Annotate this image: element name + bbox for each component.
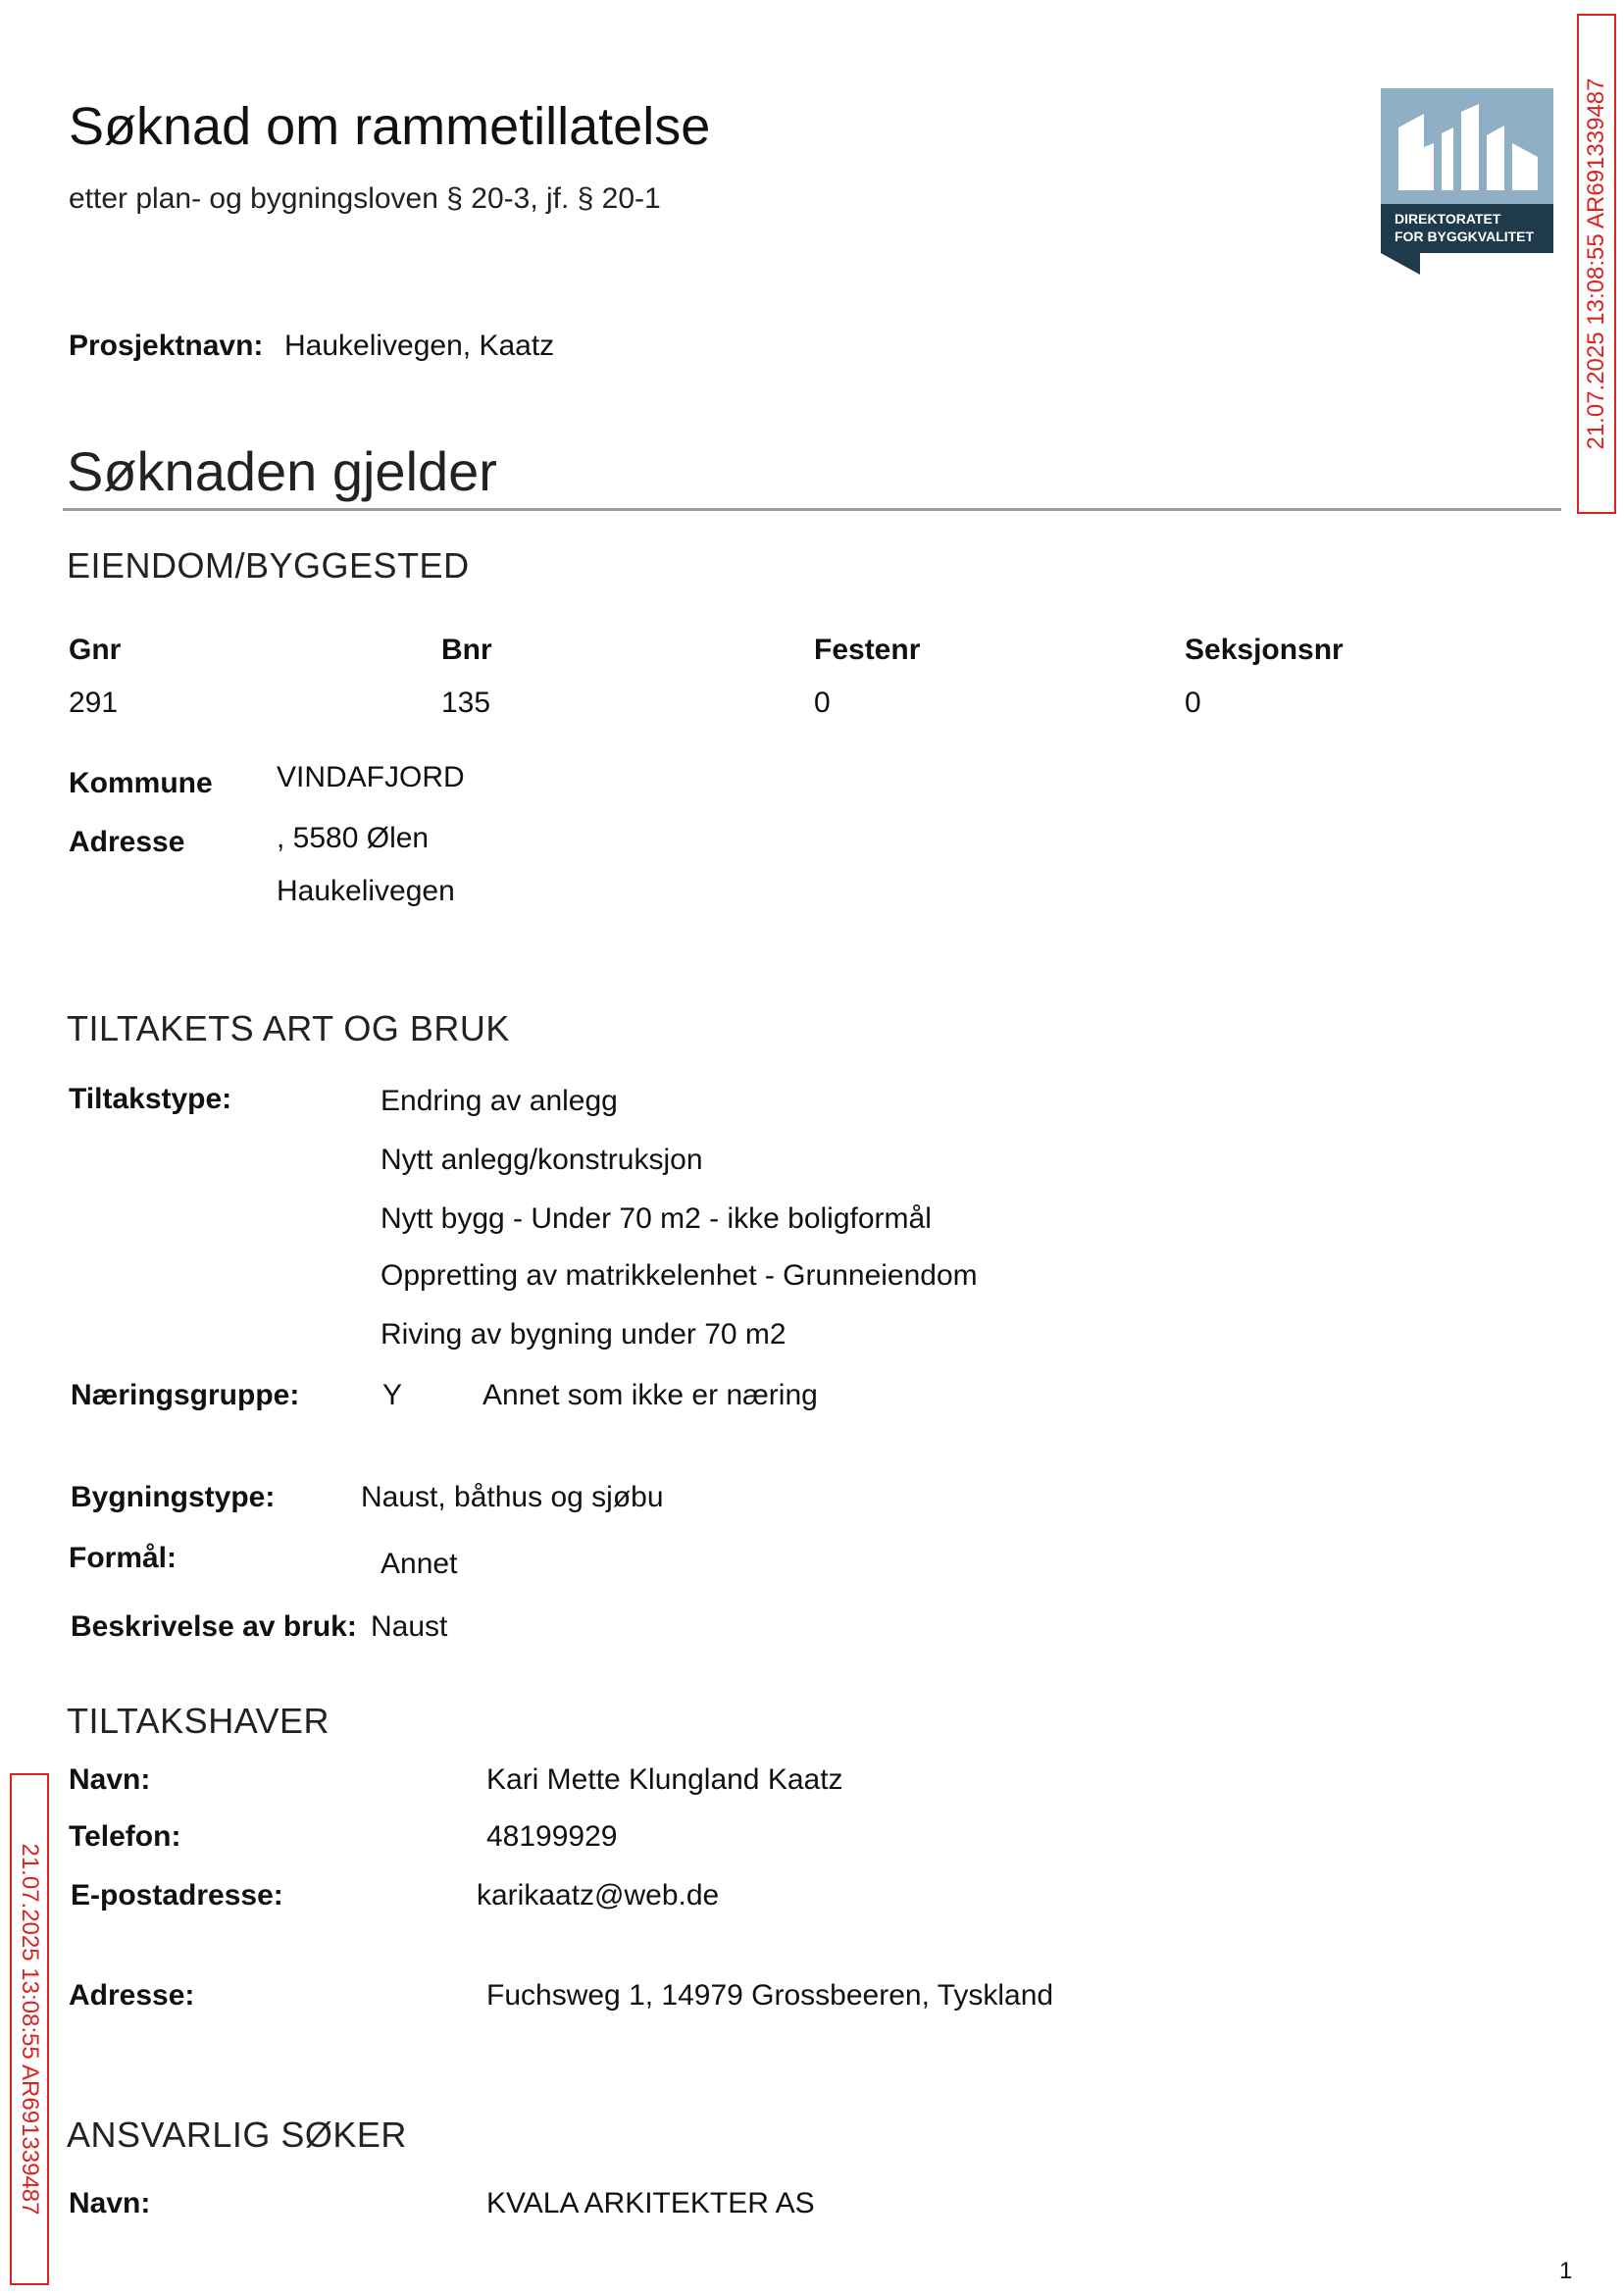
ansvarlig-navn-label: Navn:: [69, 2187, 151, 2219]
eiendom-heading: EIENDOM/BYGGESTED: [67, 545, 470, 586]
tiltakshaver-adresse: Fuchsweg 1, 14979 Grossbeeren, Tyskland: [486, 1979, 1054, 2012]
formal-value: Annet: [381, 1548, 458, 1580]
bygningstype-value: Naust, båthus og sjøbu: [361, 1481, 664, 1513]
adresse-line1: , 5580 Ølen: [277, 822, 430, 854]
section-title: Søknaden gjelder: [67, 440, 497, 502]
tiltakshaver-epost-label: E-postadresse:: [71, 1879, 283, 1912]
document-title: Søknad om rammetillatelse: [69, 97, 711, 156]
tiltakstype-item: Nytt bygg - Under 70 m2 - ikke boligformål: [381, 1202, 932, 1235]
festenr-label: Festenr: [814, 634, 921, 666]
tiltakstype-label: Tiltakstype:: [69, 1083, 232, 1115]
bnr-value: 135: [441, 687, 491, 719]
bygningstype-label: Bygningstype:: [71, 1481, 276, 1513]
tiltakshaver-navn-label: Navn:: [69, 1763, 151, 1796]
kommune-label: Kommune: [69, 767, 213, 799]
tiltak-heading: TILTAKETS ART OG BRUK: [67, 1008, 510, 1048]
dibk-logo: [1381, 88, 1553, 275]
tiltakshaver-heading: TILTAKSHAVER: [67, 1701, 330, 1741]
gnr-value: 291: [69, 687, 119, 719]
naering-text: Annet som ikke er næring: [482, 1379, 818, 1411]
bruk-value: Naust: [371, 1610, 448, 1643]
logo-text-line1: DIREKTORATET: [1395, 211, 1501, 227]
document-subtitle: etter plan- og bygningsloven § 20-3, jf. § 20-1: [69, 182, 661, 215]
receipt-stamp-right: [1577, 14, 1616, 514]
page-number: 1: [1559, 2258, 1573, 2284]
tiltakshaver-telefon-label: Telefon:: [69, 1820, 181, 1853]
gnr-label: Gnr: [69, 634, 122, 666]
tiltakshaver-navn: Kari Mette Klungland Kaatz: [486, 1763, 843, 1796]
project-name-label: Prosjektnavn:: [69, 330, 264, 362]
tiltakstype-item: Nytt anlegg/konstruksjon: [381, 1144, 703, 1176]
adresse-label: Adresse: [69, 826, 185, 858]
festenr-value: 0: [814, 687, 831, 719]
logo-text-line2: FOR BYGGKVALITET: [1395, 229, 1535, 244]
tiltakstype-item: Riving av bygning under 70 m2: [381, 1318, 787, 1351]
section-divider: [63, 508, 1561, 511]
stamp-text-left: 21.07.2025 13:08:55 AR691339487: [17, 1843, 43, 2216]
bruk-label: Beskrivelse av bruk:: [71, 1610, 357, 1643]
adresse-line2: Haukelivegen: [277, 875, 455, 907]
ansvarlig-navn: KVALA ARKITEKTER AS: [486, 2187, 815, 2219]
seksjonsnr-label: Seksjonsnr: [1185, 634, 1344, 666]
project-name-value: Haukelivegen, Kaatz: [284, 330, 555, 362]
tiltakshaver-adresse-label: Adresse:: [69, 1979, 195, 2012]
tiltakstype-item: Oppretting av matrikkelenhet - Grunneiendom: [381, 1259, 978, 1292]
formal-label: Formål:: [69, 1542, 178, 1574]
kommune-value: VINDAFJORD: [277, 761, 465, 793]
receipt-stamp-left: [10, 1773, 49, 2285]
seksjonsnr-value: 0: [1185, 687, 1201, 719]
tiltakshaver-epost: karikaatz@web.de: [477, 1879, 720, 1912]
tiltakshaver-telefon: 48199929: [486, 1820, 618, 1853]
tiltakstype-item: Endring av anlegg: [381, 1085, 618, 1117]
ansvarlig-heading: ANSVARLIG SØKER: [67, 2115, 407, 2155]
naering-code: Y: [382, 1379, 403, 1411]
stamp-text-right: 21.07.2025 13:08:55 AR691339487: [1583, 77, 1609, 450]
naering-label: Næringsgruppe:: [71, 1379, 300, 1411]
bnr-label: Bnr: [441, 634, 492, 666]
